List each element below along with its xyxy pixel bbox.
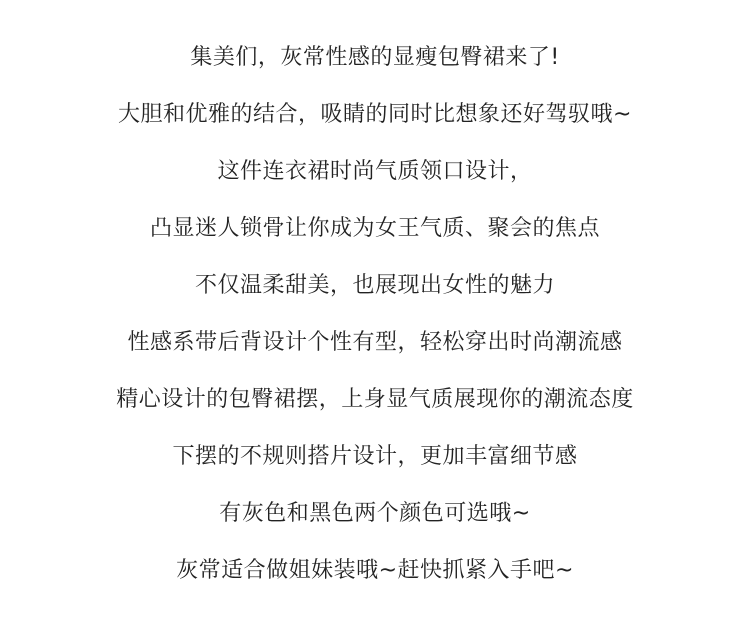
description-line: 灰常适合做姐妹装哦~赶快抓紧入手吧~ xyxy=(176,558,574,583)
description-line: 有灰色和黑色两个颜色可选哦~ xyxy=(219,501,531,526)
description-line: 性感系带后背设计个性有型，轻松穿出时尚潮流感 xyxy=(127,330,623,355)
description-line: 大胆和优雅的结合，吸睛的同时比想象还好驾驭哦~ xyxy=(118,102,632,127)
description-line: 精心设计的包臀裙摆，上身显气质展现你的潮流态度 xyxy=(116,387,634,412)
description-line: 凸显迷人锁骨让你成为女王气质、聚会的焦点 xyxy=(149,216,600,241)
description-line: 这件连衣裙时尚气质领口设计， xyxy=(217,159,533,184)
description-line: 不仅温柔甜美，也展现出女性的魅力 xyxy=(194,273,555,298)
description-line: 集美们，灰常性感的显瘦包臀裙来了! xyxy=(190,45,560,70)
description-line: 下摆的不规则搭片设计，更加丰富细节感 xyxy=(172,444,578,469)
